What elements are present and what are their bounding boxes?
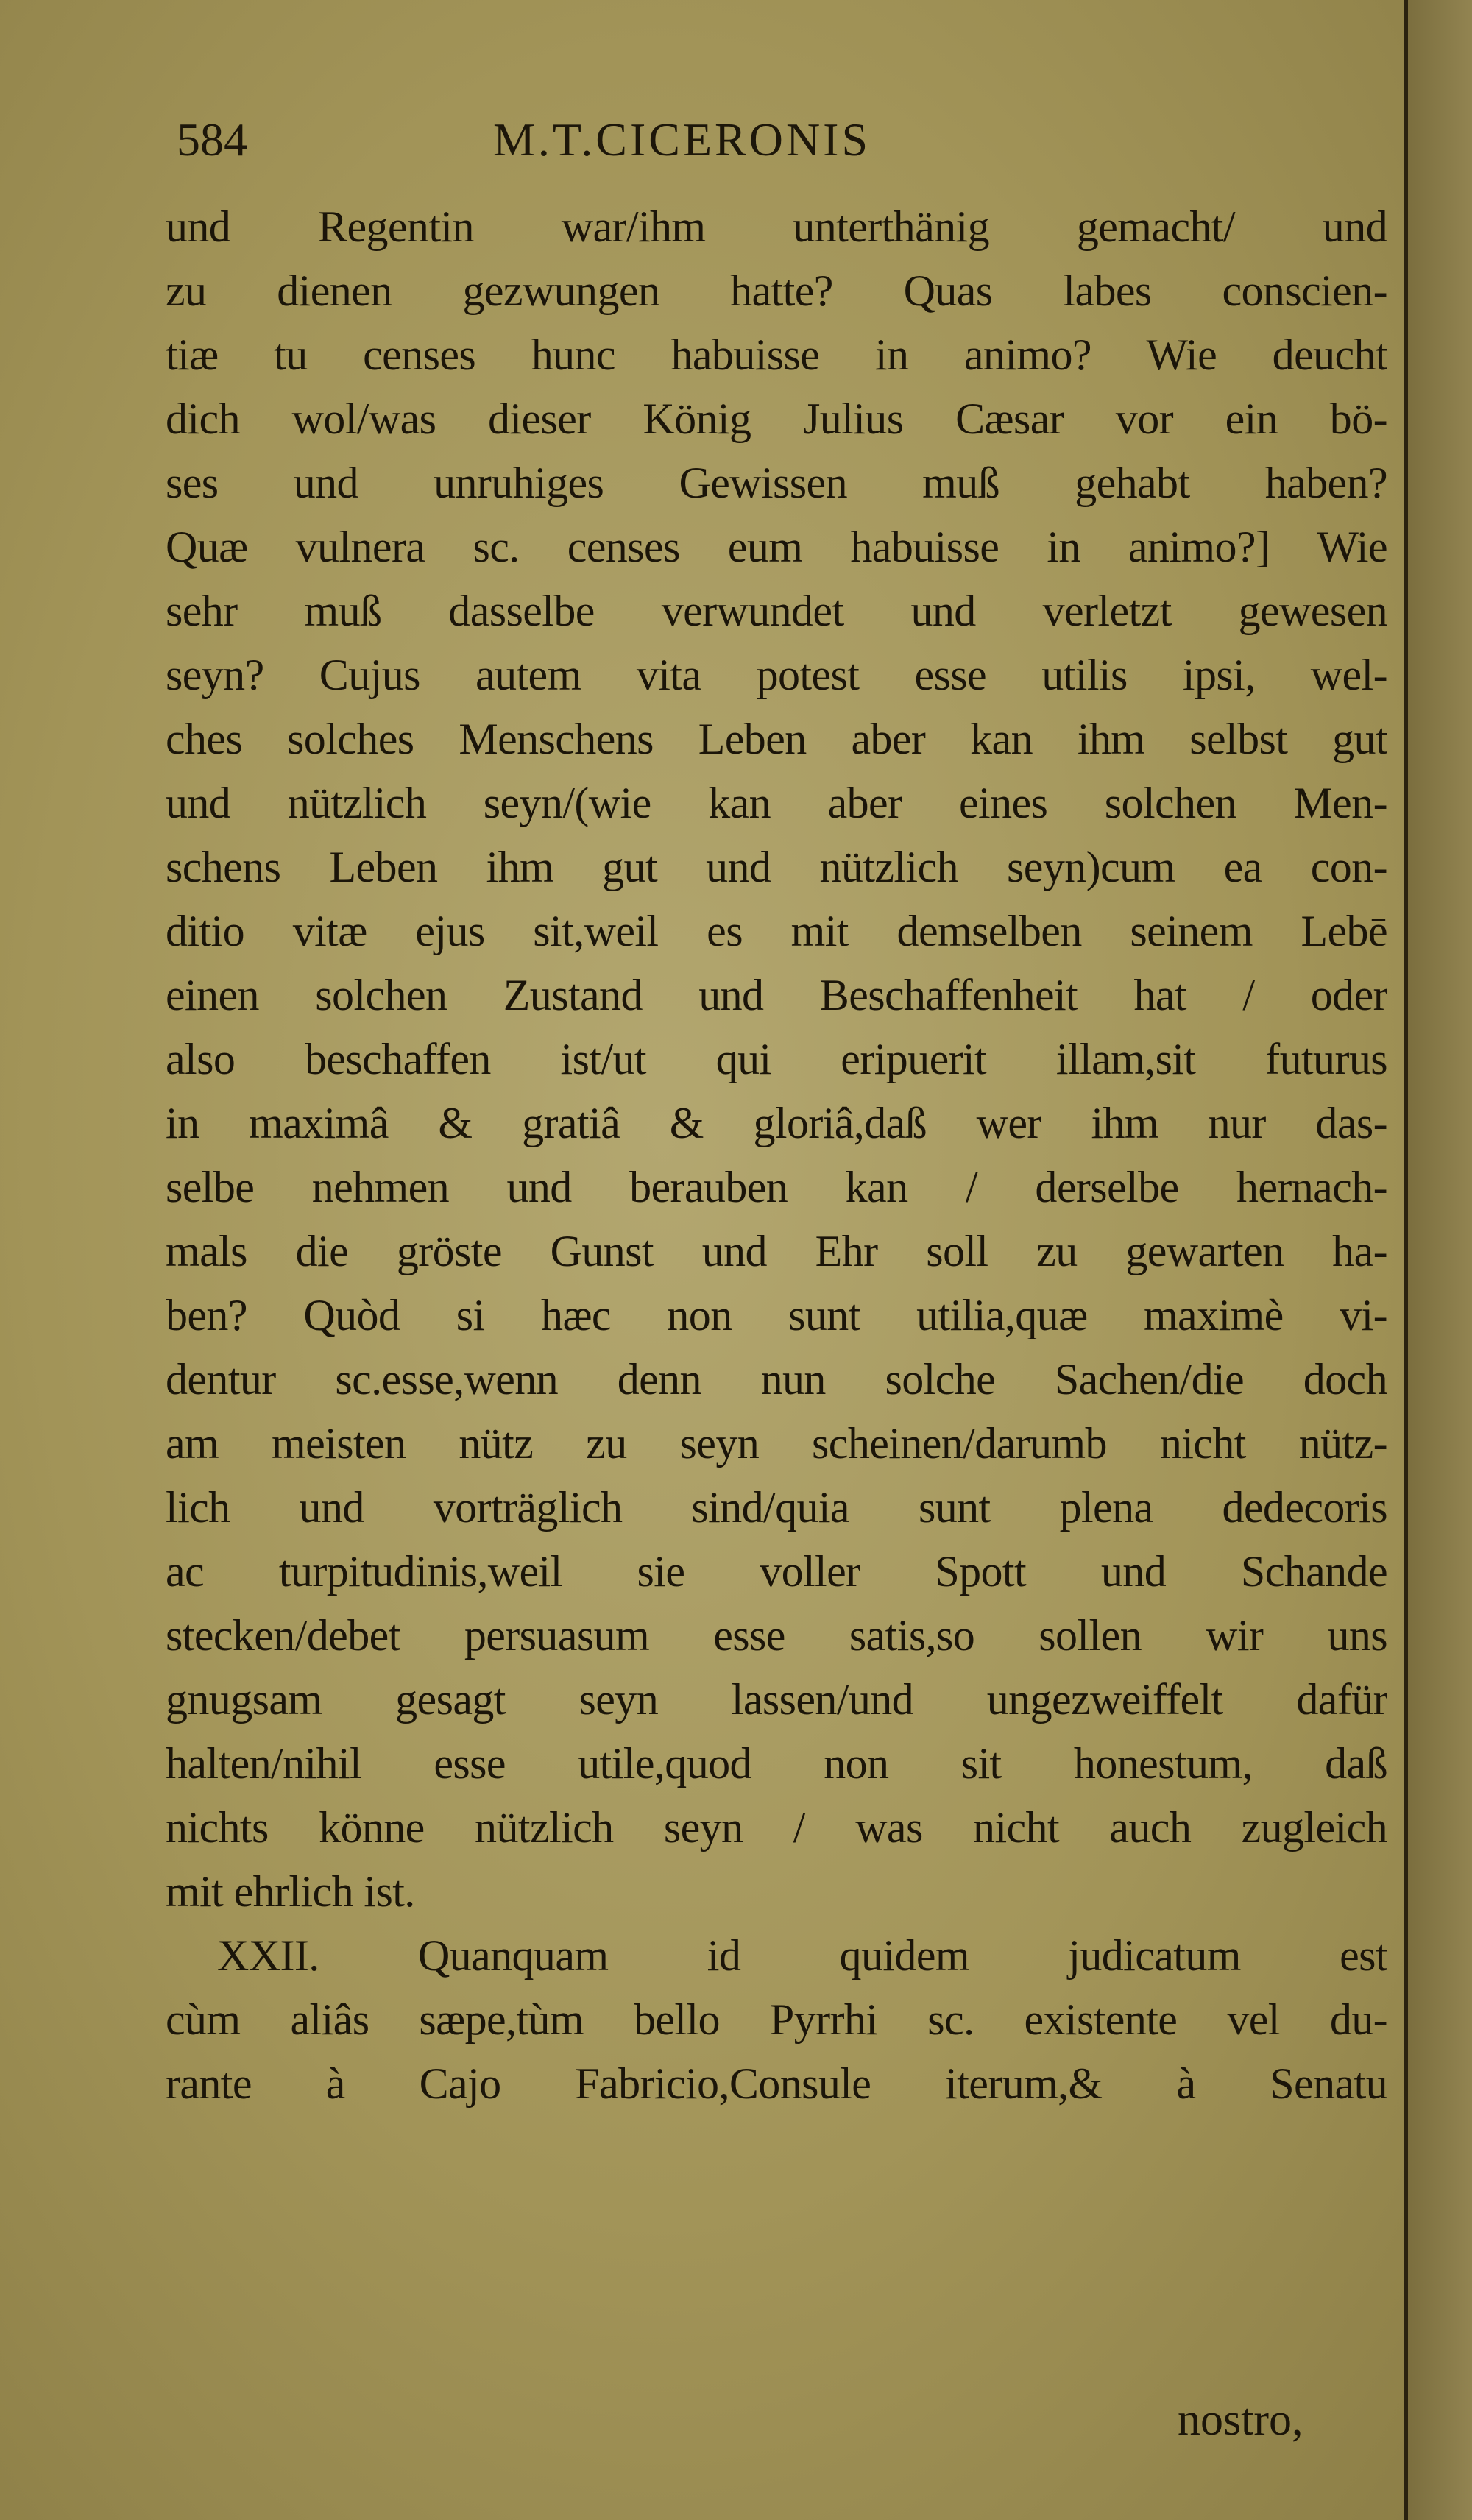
page-number: 584 xyxy=(177,113,247,166)
text-line: ses und unruhiges Gewissen muß gehabt haben? xyxy=(166,459,1387,507)
text-line: einen solchen Zustand und Beschaffenheit hat / oder xyxy=(166,971,1387,1019)
text-line: gnugsam gesagt seyn lassen/und ungezweiffelt dafür xyxy=(166,1675,1387,1724)
text-line: mals die gröste Gunst und Ehr soll zu gewarten ha- xyxy=(166,1227,1387,1275)
text-line: Quæ vulnera sc. censes eum habuisse in animo?] Wie xyxy=(166,523,1387,571)
text-line: schens Leben ihm gut und nützlich seyn)cum ea con- xyxy=(166,843,1387,891)
text-line: und Regentin war/ihm unterthänig gemacht/ und xyxy=(166,202,1387,251)
text-line: nichts könne nützlich seyn / was nicht auch zugleich xyxy=(166,1803,1387,1852)
text-line: rante à Cajo Fabricio,Consule iterum,& à Senatu xyxy=(166,2059,1387,2108)
text-line: ditio vitæ ejus sit,weil es mit demselben seinem Lebē xyxy=(166,907,1387,955)
text-line: halten/nihil esse utile,quod non sit honestum, daß xyxy=(166,1739,1387,1788)
text-line: dentur sc.esse,wenn denn nun solche Sachen/die doch xyxy=(166,1355,1387,1404)
text-line: lich und vorträglich sind/quia sunt plena dedecoris xyxy=(166,1483,1387,1532)
text-line: cùm aliâs sæpe,tùm bello Pyrrhi sc. existente vel du- xyxy=(166,1995,1387,2044)
catchword: nostro, xyxy=(1178,2395,1303,2445)
text-line: ben? Quòd si hæc non sunt utilia,quæ maximè vi- xyxy=(166,1291,1387,1339)
text-line: zu dienen gezwungen hatte? Quas labes conscien- xyxy=(166,266,1387,315)
running-head: M.T.CICERONIS xyxy=(493,113,871,166)
text-line: am meisten nütz zu seyn scheinen/darumb nicht nütz- xyxy=(166,1419,1387,1468)
body-text xyxy=(166,195,1387,2116)
text-line: tiæ tu censes hunc habuisse in animo? Wie deucht xyxy=(166,330,1387,379)
text-line: seyn? Cujus autem vita potest esse utilis ipsi, wel- xyxy=(166,651,1387,699)
text-line: selbe nehmen und berauben kan / derselbe hernach- xyxy=(166,1163,1387,1211)
text-line: dich wol/was dieser König Julius Cæsar vor ein bö- xyxy=(166,394,1387,443)
text-line: und nützlich seyn/(wie kan aber eines solchen Men- xyxy=(166,779,1387,827)
text-line: ac turpitudinis,weil sie voller Spott und Schande xyxy=(166,1547,1387,1596)
text-line: in maximâ & gratiâ & gloriâ,daß wer ihm nur das- xyxy=(166,1099,1387,1147)
text-line: sehr muß dasselbe verwundet und verletzt gewesen xyxy=(166,587,1387,635)
page-margin-strip xyxy=(1408,0,1472,2520)
text-line: mit ehrlich ist. xyxy=(166,1867,415,1916)
page-header xyxy=(177,110,1340,177)
text-line: stecken/debet persuasum esse satis,so sollen wir uns xyxy=(166,1611,1387,1660)
text-line: ches solches Menschens Leben aber kan ihm selbst gut xyxy=(166,715,1387,763)
text-line: also beschaffen ist/ut qui eripuerit illam,sit futurus xyxy=(166,1035,1387,1083)
section-heading-line: XXII. Quanquam id quidem judicatum est xyxy=(217,1931,1387,1980)
